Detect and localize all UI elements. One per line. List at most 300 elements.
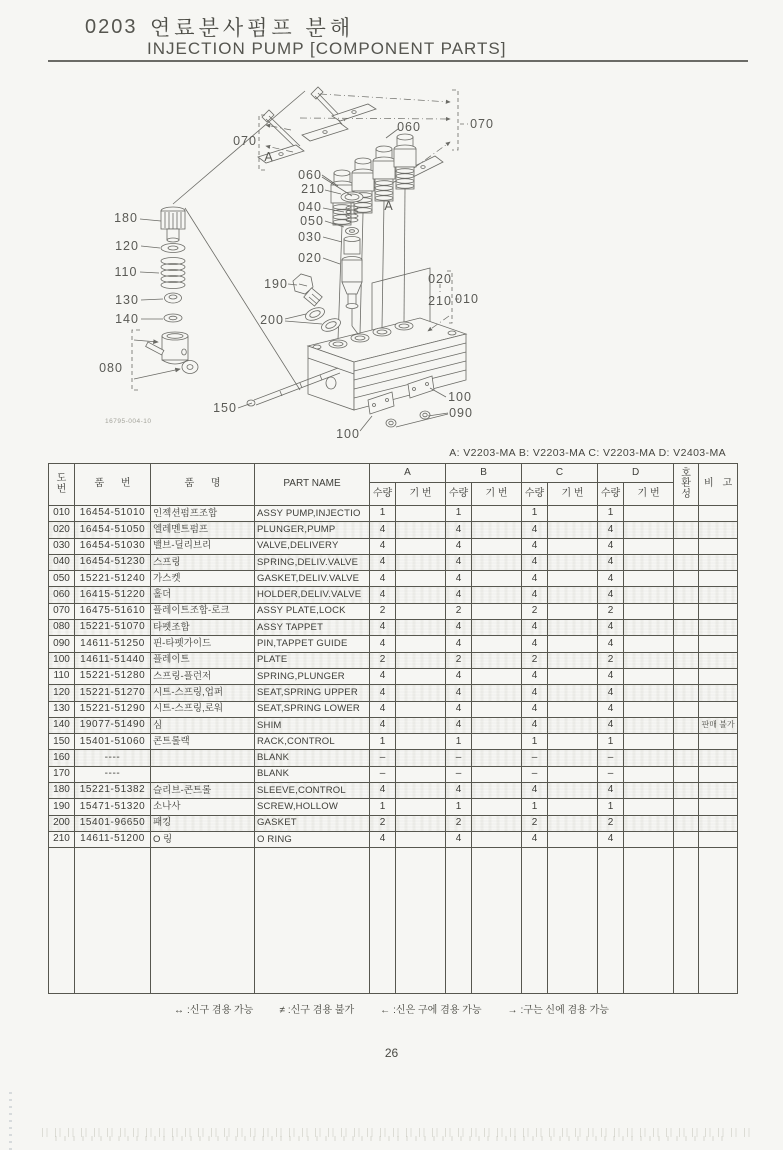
qty-d: 4: [598, 538, 624, 554]
remark: [699, 701, 738, 717]
serial-d: [624, 685, 674, 701]
remark: [699, 783, 738, 799]
callout-210: 210: [301, 182, 325, 196]
row-index: 080: [49, 620, 75, 636]
part-number: 15221-51290: [75, 701, 151, 717]
qty-b: 1: [446, 734, 472, 750]
row-index: 010: [49, 506, 75, 522]
col-header-index: 도 번: [49, 464, 75, 506]
legend-text: :신은 구에 겸용 가능: [393, 1005, 482, 1016]
qty-c: 4: [522, 587, 548, 603]
compat: [674, 701, 699, 717]
col-header-model-a: A: [370, 464, 446, 483]
part-number: 16454-51050: [75, 522, 151, 538]
qty-a: 4: [370, 717, 396, 733]
row-index: 180: [49, 783, 75, 799]
qty-b: 4: [446, 685, 472, 701]
part-name-ko: 시트-스프링,업퍼: [151, 685, 255, 701]
col-header-qty-c: 수량: [522, 483, 548, 506]
part-name-en: GASKET,DELIV.VALVE: [255, 571, 370, 587]
part-number: 16454-51030: [75, 538, 151, 554]
table-row: [49, 701, 738, 717]
serial-c: [548, 783, 598, 799]
callout-080: 080: [99, 361, 123, 375]
part-name-en: ASSY TAPPET: [255, 620, 370, 636]
qty-a: 4: [370, 685, 396, 701]
drawing-number: 16795-004-10: [105, 418, 152, 425]
callout-100: 100: [448, 390, 472, 404]
row-index: 130: [49, 701, 75, 717]
serial-d: [624, 506, 674, 522]
qty-d: 4: [598, 701, 624, 717]
table-row: [49, 538, 738, 554]
part-name-en: SLEEVE,CONTROL: [255, 783, 370, 799]
serial-b: [472, 620, 522, 636]
part-name-ko: 콘트롤랙: [151, 734, 255, 750]
qty-b: 4: [446, 717, 472, 733]
qty-c: 4: [522, 783, 548, 799]
part-name-en: ASSY PUMP,INJECTIO: [255, 506, 370, 522]
part-name-ko: 엘레멘트펌프: [151, 522, 255, 538]
serial-c: [548, 717, 598, 733]
remark: [699, 554, 738, 570]
part-name-en: RACK,CONTROL: [255, 734, 370, 750]
part-name-ko: 스프링-플런저: [151, 668, 255, 684]
col-header-qty-d: 수량: [598, 483, 624, 506]
remark: [699, 620, 738, 636]
part-name-ko: 패킹: [151, 815, 255, 831]
serial-c: [548, 538, 598, 554]
remark: [699, 750, 738, 766]
parts-table: [48, 463, 738, 994]
callout-130: 130: [115, 293, 139, 307]
serial-a: [396, 668, 446, 684]
serial-b: [472, 685, 522, 701]
serial-a: [396, 652, 446, 668]
serial-d: [624, 538, 674, 554]
compat: [674, 538, 699, 554]
part-name-en: GASKET: [255, 815, 370, 831]
legend-text: :신구 겸용 가능: [187, 1005, 254, 1016]
remark: [699, 668, 738, 684]
callout-110: 110: [114, 265, 138, 279]
part-number: 16475-51610: [75, 603, 151, 619]
serial-d: [624, 587, 674, 603]
serial-b: [472, 783, 522, 799]
serial-b: [472, 717, 522, 733]
part-number: ----: [75, 766, 151, 782]
qty-b: 2: [446, 652, 472, 668]
qty-b: 4: [446, 554, 472, 570]
part-number: 14611-51200: [75, 831, 151, 847]
row-index: 140: [49, 717, 75, 733]
remark: [699, 636, 738, 652]
legend-symbol: ≠: [279, 1005, 285, 1016]
qty-d: 4: [598, 636, 624, 652]
compat: [674, 815, 699, 831]
qty-d: 2: [598, 815, 624, 831]
qty-b: 2: [446, 815, 472, 831]
qty-a: 4: [370, 620, 396, 636]
serial-c: [548, 652, 598, 668]
serial-d: [624, 717, 674, 733]
qty-c: 2: [522, 815, 548, 831]
table-row: [49, 831, 738, 847]
models-line: A: V2203-MA B: V2203-MA C: V2203-MA D: V2403-MA: [449, 447, 726, 459]
part-name-en: SPRING,PLUNGER: [255, 668, 370, 684]
qty-c: 2: [522, 603, 548, 619]
part-name-en: HOLDER,DELIV.VALVE: [255, 587, 370, 603]
remark: [699, 799, 738, 815]
serial-a: [396, 603, 446, 619]
part-name-en: PLUNGER,PUMP: [255, 522, 370, 538]
scan-edge-noise: [9, 1088, 12, 1150]
serial-b: [472, 799, 522, 815]
qty-d: 4: [598, 717, 624, 733]
callout-120: 120: [115, 239, 139, 253]
part-name-en: PIN,TAPPET GUIDE: [255, 636, 370, 652]
compat: [674, 766, 699, 782]
serial-a: [396, 571, 446, 587]
compat: [674, 636, 699, 652]
col-header-model-b: B: [446, 464, 522, 483]
qty-c: 4: [522, 636, 548, 652]
compat: [674, 554, 699, 570]
qty-d: 4: [598, 554, 624, 570]
callout-060: 060: [298, 168, 322, 182]
part-name-ko: 핀-타펫가이드: [151, 636, 255, 652]
serial-b: [472, 831, 522, 847]
serial-c: [548, 668, 598, 684]
table-row: [49, 522, 738, 538]
serial-b: [472, 668, 522, 684]
qty-a: 2: [370, 815, 396, 831]
compat: [674, 587, 699, 603]
serial-b: [472, 766, 522, 782]
legend-text: :구는 신에 겸용 가능: [520, 1005, 609, 1016]
serial-c: [548, 506, 598, 522]
qty-d: 4: [598, 668, 624, 684]
serial-c: [548, 701, 598, 717]
callout-040: 040: [298, 200, 322, 214]
part-name-ko: 심: [151, 717, 255, 733]
row-index: 110: [49, 668, 75, 684]
section-code: 0203: [85, 16, 138, 38]
qty-a: 4: [370, 636, 396, 652]
qty-c: 4: [522, 831, 548, 847]
qty-a: 4: [370, 538, 396, 554]
table-row: [49, 620, 738, 636]
table-row: [49, 668, 738, 684]
qty-c: 2: [522, 652, 548, 668]
serial-c: [548, 554, 598, 570]
serial-d: [624, 701, 674, 717]
serial-c: [548, 571, 598, 587]
qty-b: 4: [446, 587, 472, 603]
gasket-part: [304, 305, 343, 334]
row-index: 070: [49, 603, 75, 619]
qty-d: 2: [598, 603, 624, 619]
col-header-qty-a: 수량: [370, 483, 396, 506]
qty-c: 4: [522, 620, 548, 636]
serial-d: [624, 799, 674, 815]
legend-symbol: →: [507, 1005, 518, 1016]
part-name-ko: 밸브-딜리브리: [151, 538, 255, 554]
serial-d: [624, 620, 674, 636]
compat: [674, 571, 699, 587]
compat: [674, 620, 699, 636]
qty-d: 4: [598, 522, 624, 538]
remark: [699, 815, 738, 831]
part-number: 15221-51280: [75, 668, 151, 684]
legend-item: [174, 1005, 253, 1016]
row-index: 040: [49, 554, 75, 570]
serial-a: [396, 554, 446, 570]
qty-a: 4: [370, 554, 396, 570]
qty-b: 1: [446, 799, 472, 815]
table-row: [49, 783, 738, 799]
row-index: 050: [49, 571, 75, 587]
remark: [699, 685, 738, 701]
serial-b: [472, 571, 522, 587]
serial-c: [548, 636, 598, 652]
table-row: [49, 750, 738, 766]
serial-a: [396, 587, 446, 603]
remark: [699, 522, 738, 538]
qty-d: –: [598, 766, 624, 782]
serial-a: [396, 750, 446, 766]
callout-180: 180: [114, 211, 138, 225]
remark: [699, 603, 738, 619]
qty-d: 4: [598, 783, 624, 799]
qty-c: 4: [522, 717, 548, 733]
qty-d: 1: [598, 506, 624, 522]
serial-a: [396, 734, 446, 750]
compat: [674, 652, 699, 668]
qty-c: 4: [522, 668, 548, 684]
qty-c: 4: [522, 538, 548, 554]
part-name-en: O RING: [255, 831, 370, 847]
qty-c: –: [522, 766, 548, 782]
part-number: 14611-51250: [75, 636, 151, 652]
col-header-serial-a: 기 번: [396, 483, 446, 506]
part-name-en: SHIM: [255, 717, 370, 733]
qty-b: –: [446, 750, 472, 766]
part-number: 15221-51240: [75, 571, 151, 587]
remark: [699, 538, 738, 554]
part-number: 16454-51230: [75, 554, 151, 570]
part-name-en: BLANK: [255, 766, 370, 782]
table-row: [49, 766, 738, 782]
qty-b: 4: [446, 522, 472, 538]
callout-A: A: [264, 150, 274, 164]
serial-a: [396, 685, 446, 701]
qty-a: –: [370, 750, 396, 766]
legend-text: :신구 겸용 불가: [287, 1005, 355, 1016]
part-name-ko: 타펫조합: [151, 620, 255, 636]
callout-A: A: [384, 199, 394, 213]
part-name-en: SEAT,SPRING UPPER: [255, 685, 370, 701]
callout-020: 020: [298, 251, 322, 265]
qty-d: –: [598, 750, 624, 766]
qty-b: 4: [446, 831, 472, 847]
exploded-diagram: [0, 78, 560, 450]
serial-c: [548, 522, 598, 538]
compat: [674, 603, 699, 619]
callout-200: 200: [260, 313, 284, 327]
row-index: 020: [49, 522, 75, 538]
table-row: [49, 685, 738, 701]
qty-a: 4: [370, 701, 396, 717]
callout-010: 010: [455, 292, 479, 306]
serial-a: [396, 815, 446, 831]
qty-c: 4: [522, 571, 548, 587]
serial-a: [396, 831, 446, 847]
compat: [674, 668, 699, 684]
qty-b: 4: [446, 620, 472, 636]
page-title-korean: 연료분사펌프 분해: [150, 17, 355, 40]
remark: [699, 587, 738, 603]
compat: [674, 831, 699, 847]
part-name-ko: 플레이트조합-로크: [151, 603, 255, 619]
row-index: 120: [49, 685, 75, 701]
qty-c: 4: [522, 701, 548, 717]
part-name-en: ASSY PLATE,LOCK: [255, 603, 370, 619]
qty-d: 4: [598, 685, 624, 701]
callout-100: 100: [336, 427, 360, 441]
qty-a: 4: [370, 668, 396, 684]
serial-a: [396, 717, 446, 733]
serial-d: [624, 603, 674, 619]
part-number: 16454-51010: [75, 506, 151, 522]
qty-a: 1: [370, 799, 396, 815]
col-header-serial-b: 기 번: [472, 483, 522, 506]
serial-b: [472, 652, 522, 668]
serial-b: [472, 734, 522, 750]
part-name-en: SEAT,SPRING LOWER: [255, 701, 370, 717]
part-name-ko: [151, 750, 255, 766]
qty-c: 4: [522, 554, 548, 570]
part-name-en: PLATE: [255, 652, 370, 668]
serial-c: [548, 831, 598, 847]
serial-d: [624, 750, 674, 766]
remark: [699, 506, 738, 522]
col-header-model-d: D: [598, 464, 674, 483]
row-index: 100: [49, 652, 75, 668]
qty-b: 1: [446, 506, 472, 522]
compat: [674, 783, 699, 799]
part-number: 15221-51070: [75, 620, 151, 636]
qty-a: 1: [370, 506, 396, 522]
remark: [699, 734, 738, 750]
col-header-serial-d: 기 번: [624, 483, 674, 506]
table-row: [49, 799, 738, 815]
col-header-compat: 호 환 성: [674, 464, 699, 506]
qty-d: 4: [598, 571, 624, 587]
part-name-ko: 플레이트: [151, 652, 255, 668]
hollow-screw-part: [293, 274, 322, 306]
serial-d: [624, 636, 674, 652]
table-row: [49, 734, 738, 750]
callout-050: 050: [300, 214, 324, 228]
callout-140: 140: [115, 312, 139, 326]
serial-c: [548, 685, 598, 701]
serial-c: [548, 603, 598, 619]
compat: [674, 717, 699, 733]
serial-d: [624, 554, 674, 570]
callout-150: 150: [213, 401, 237, 415]
part-number: 15471-51320: [75, 799, 151, 815]
serial-a: [396, 506, 446, 522]
legend-item: [279, 1005, 354, 1016]
serial-d: [624, 783, 674, 799]
qty-a: 2: [370, 652, 396, 668]
qty-b: 4: [446, 636, 472, 652]
scan-noise-band-2: [55, 1136, 723, 1141]
part-name-en: SCREW,HOLLOW: [255, 799, 370, 815]
serial-a: [396, 701, 446, 717]
serial-b: [472, 815, 522, 831]
serial-c: [548, 587, 598, 603]
serial-d: [624, 668, 674, 684]
callout-020: 020: [428, 272, 452, 286]
part-name-en: SPRING,DELIV.VALVE: [255, 554, 370, 570]
callout-190: 190: [264, 277, 288, 291]
serial-b: [472, 538, 522, 554]
part-name-ko: 홀더: [151, 587, 255, 603]
compat: [674, 522, 699, 538]
serial-b: [472, 636, 522, 652]
part-number: 14611-51440: [75, 652, 151, 668]
row-index: 030: [49, 538, 75, 554]
serial-b: [472, 587, 522, 603]
serial-a: [396, 799, 446, 815]
serial-c: [548, 799, 598, 815]
part-name-ko: 스프링: [151, 554, 255, 570]
callout-070: 070: [233, 134, 257, 148]
serial-c: [548, 734, 598, 750]
legend-symbol: ←: [380, 1005, 391, 1016]
serial-c: [548, 815, 598, 831]
part-number: 15401-51060: [75, 734, 151, 750]
row-index: 200: [49, 815, 75, 831]
part-number: 15221-51382: [75, 783, 151, 799]
col-header-part-number: 품 번: [75, 464, 151, 506]
part-name-ko: 슬리브-콘트롤: [151, 783, 255, 799]
callout-070: 070: [470, 117, 494, 131]
qty-d: 4: [598, 620, 624, 636]
parts-table-body: [49, 506, 738, 848]
serial-c: [548, 766, 598, 782]
serial-a: [396, 522, 446, 538]
qty-a: 2: [370, 603, 396, 619]
serial-a: [396, 636, 446, 652]
part-name-ko: 인젝션펌프조합: [151, 506, 255, 522]
row-index: 190: [49, 799, 75, 815]
serial-b: [472, 554, 522, 570]
part-name-en: BLANK: [255, 750, 370, 766]
serial-d: [624, 734, 674, 750]
serial-b: [472, 750, 522, 766]
delivery-holder-part: [331, 134, 416, 225]
remark: [699, 766, 738, 782]
qty-d: 4: [598, 587, 624, 603]
col-header-serial-c: 기 번: [548, 483, 598, 506]
qty-a: 4: [370, 783, 396, 799]
table-filler-row: [49, 848, 738, 994]
serial-b: [472, 522, 522, 538]
remark: [699, 831, 738, 847]
